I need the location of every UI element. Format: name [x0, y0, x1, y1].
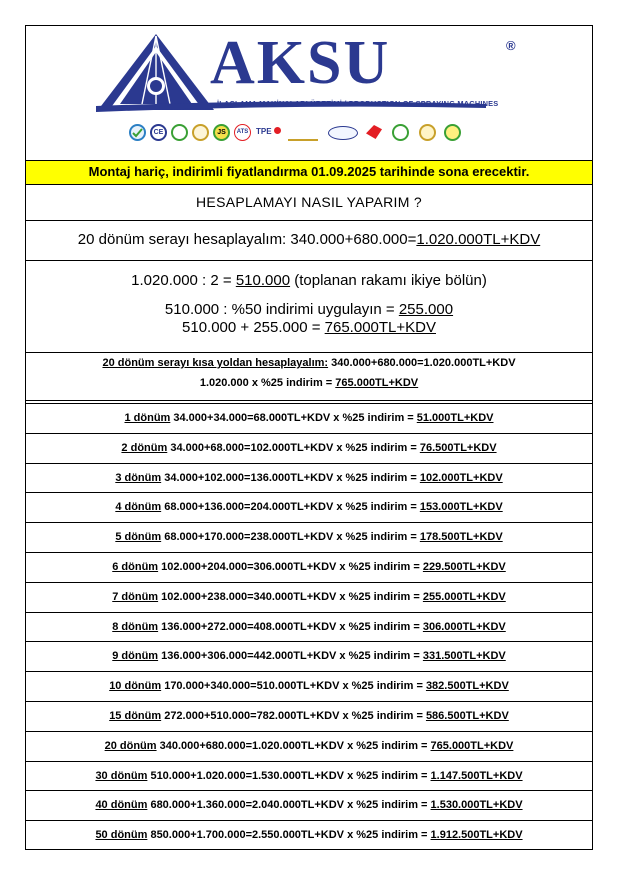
- row-area: 15 dönüm: [109, 710, 162, 722]
- row-result: 255.000TL+KDV: [422, 590, 506, 603]
- example-total: 1.020.000TL+KDV: [416, 231, 541, 248]
- row-result: 586.500TL+KDV: [425, 710, 509, 722]
- shortcut-line2: [26, 377, 592, 389]
- tpe-badge-icon: TPE: [256, 127, 281, 136]
- step-disc-prefix: 510.000 : %50 indirimi uygulayın =: [164, 301, 399, 318]
- row-calc: 136.000+306.000=442.000TL+KDV x %25 indirim =: [158, 650, 423, 663]
- row-calc: 170.000+340.000=510.000TL+KDV x %25 indirim =: [161, 680, 426, 693]
- row-calc: 340.000+680.000=1.020.000TL+KDV x %25 indirim =: [156, 739, 431, 752]
- brand-name: AKSU: [210, 29, 391, 97]
- row-calc: 68.000+170.000=238.000TL+KDV x %25 indirim =: [161, 531, 420, 544]
- table-row: [26, 761, 592, 791]
- check-badge-icon: [129, 124, 146, 141]
- row-area: 10 dönüm: [109, 680, 162, 693]
- notice-banner: [26, 160, 592, 184]
- table-row: [26, 463, 592, 493]
- row-result: 765.000TL+KDV: [430, 739, 514, 752]
- step-half-note: (toplanan rakamı ikiye bölün): [290, 272, 487, 289]
- row-calc: 102.000+238.000=340.000TL+KDV x %25 indirim =: [158, 590, 423, 603]
- step-half: [26, 272, 592, 289]
- row-calc: 68.000+136.000=204.000TL+KDV x %25 indirim =: [161, 501, 420, 514]
- round-badge-icon: [444, 124, 461, 141]
- row-result: 1.147.500TL+KDV: [430, 769, 523, 782]
- row-area: 5 dönüm: [115, 531, 162, 544]
- header: [26, 26, 591, 160]
- js-badge-icon: JS: [213, 124, 230, 141]
- row-area: 1 dönüm: [124, 412, 171, 424]
- row-result: 306.000TL+KDV: [422, 620, 506, 633]
- red-bird-badge-icon: [366, 125, 382, 139]
- example-prefix: 20 dönüm serayı hesaplayalım: 340.000+680.000=: [77, 231, 417, 248]
- notice-text: Montaj hariç, indirimli fiyatlandırma 01.09.2025 tarihinde sona erecektir.: [88, 164, 530, 179]
- shortcut-line2-prefix: 1.020.000 x %25 indirim =: [199, 377, 336, 389]
- ankara-badge-icon: [288, 125, 318, 141]
- table-row: [26, 612, 592, 642]
- ce-badge-icon: CE: [150, 124, 167, 141]
- row-calc: 510.000+1.020.000=1.530.000TL+KDV x %25 indirim =: [147, 769, 431, 782]
- table-row: [26, 641, 592, 671]
- step-sum: [26, 319, 592, 337]
- row-area: 4 dönüm: [115, 501, 162, 514]
- row-area: 3 dönüm: [115, 471, 162, 484]
- shortcut-calc: 340.000+680.000=1.020.000TL+KDV: [328, 357, 516, 369]
- green-badge-icon: [392, 124, 409, 141]
- table-row: [26, 731, 592, 761]
- table-row: [26, 522, 592, 552]
- example-band: [26, 220, 592, 260]
- question-band: [26, 184, 592, 220]
- row-area: 2 dönüm: [121, 441, 168, 454]
- row-result: 178.500TL+KDV: [419, 531, 503, 544]
- table-row: [26, 492, 592, 522]
- round-seal-badge-icon: [192, 124, 209, 141]
- row-result: 102.000TL+KDV: [419, 471, 503, 484]
- table-row: [26, 433, 592, 463]
- row-calc: 34.000+102.000=136.000TL+KDV x %25 indirim =: [161, 471, 420, 484]
- shortcut-band: [26, 352, 592, 400]
- table-row: [26, 582, 592, 612]
- step-discount: [26, 301, 592, 319]
- step-half-prefix: 1.020.000 : 2 =: [131, 272, 236, 289]
- tse-badge-icon: [171, 124, 188, 141]
- row-calc: 136.000+272.000=408.000TL+KDV x %25 indirim =: [158, 620, 423, 633]
- table-row: [26, 671, 592, 701]
- table-row: [26, 403, 592, 433]
- row-result: 331.500TL+KDV: [422, 650, 506, 663]
- row-area: 9 dönüm: [112, 650, 159, 663]
- row-area: 8 dönüm: [112, 620, 159, 633]
- shortcut-label: 20 dönüm serayı kısa yoldan hesaplayalım:: [102, 357, 329, 369]
- table-row: [26, 552, 592, 582]
- row-calc: 34.000+34.000=68.000TL+KDV x %25 indirim =: [170, 412, 417, 424]
- row-area: 40 dönüm: [95, 799, 148, 812]
- table-row: [26, 790, 592, 820]
- row-calc: 680.000+1.360.000=2.040.000TL+KDV x %25 indirim =: [147, 799, 431, 812]
- row-area: 50 dönüm: [95, 829, 148, 842]
- row-calc: 34.000+68.000=102.000TL+KDV x %25 indirim =: [167, 441, 420, 454]
- registered-mark: ®: [506, 38, 516, 53]
- steps-band: [26, 260, 592, 352]
- row-result: 76.500TL+KDV: [419, 441, 497, 454]
- table-row: [26, 820, 592, 850]
- oval-badge-icon: [328, 126, 358, 140]
- shortcut-line1: [26, 357, 592, 369]
- brand-tagline: İLAÇLAMA MAKİNALARI ÜRETİMİ / PRODUCTION OF SPRAYING MACHINES: [217, 99, 499, 108]
- question-text: HESAPLAMAYI NASIL YAPARIM ?: [196, 194, 422, 210]
- example-line: [78, 231, 540, 248]
- step-disc-value: 255.000: [398, 301, 454, 318]
- row-result: 382.500TL+KDV: [425, 680, 509, 693]
- award-badge-icon: [419, 124, 436, 141]
- price-sheet: [25, 25, 593, 850]
- row-area: 20 dönüm: [104, 739, 157, 752]
- table-row: [26, 701, 592, 731]
- row-area: 30 dönüm: [95, 769, 148, 782]
- row-result: 1.530.000TL+KDV: [430, 799, 523, 812]
- row-area: 7 dönüm: [112, 590, 159, 603]
- row-result: 1.912.500TL+KDV: [430, 829, 523, 842]
- ats-badge-icon: ATS: [234, 124, 251, 141]
- row-calc: 272.000+510.000=782.000TL+KDV x %25 indirim =: [161, 710, 426, 722]
- row-result: 51.000TL+KDV: [416, 412, 494, 424]
- shortcut-line2-value: 765.000TL+KDV: [335, 377, 419, 389]
- row-result: 229.500TL+KDV: [422, 561, 506, 573]
- step-sum-value: 765.000TL+KDV: [324, 319, 436, 336]
- row-area: 6 dönüm: [112, 561, 159, 573]
- row-calc: 850.000+1.700.000=2.550.000TL+KDV x %25 indirim =: [147, 829, 431, 842]
- step-sum-prefix: 510.000 + 255.000 =: [182, 319, 325, 336]
- row-result: 153.000TL+KDV: [419, 501, 503, 514]
- row-calc: 102.000+204.000=306.000TL+KDV x %25 indirim =: [158, 561, 423, 573]
- step-half-value: 510.000: [235, 272, 291, 289]
